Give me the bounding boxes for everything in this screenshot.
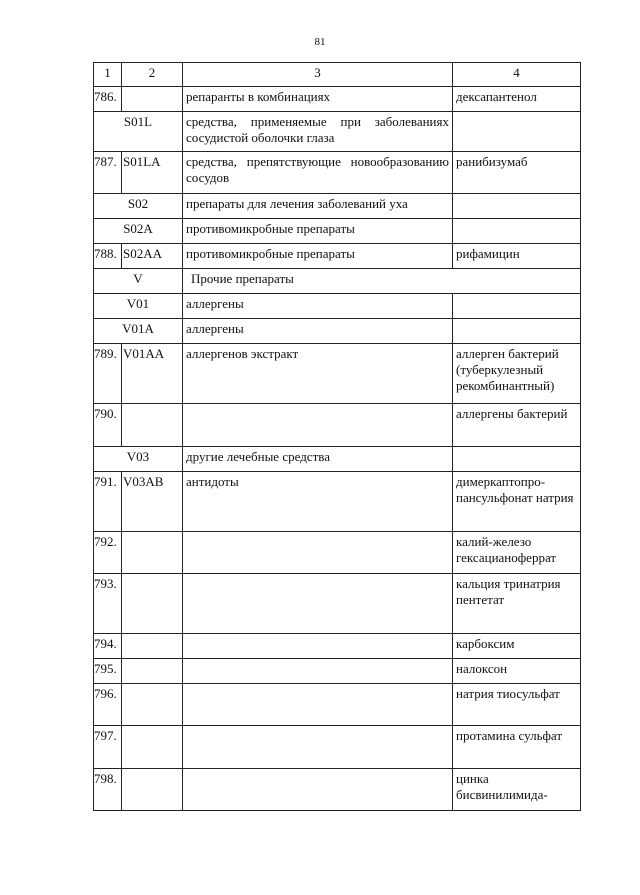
description: Прочие препараты: [183, 269, 581, 294]
atc-code: V01A: [94, 319, 183, 344]
row-number: 796.: [94, 684, 122, 726]
drug-name: карбоксим: [453, 634, 581, 659]
atc-code: S01L: [94, 112, 183, 152]
atc-code: [122, 659, 183, 684]
row-number: 798.: [94, 769, 122, 811]
table-row: [94, 219, 581, 244]
description: противомикробные препараты: [183, 219, 453, 244]
row-number: 787.: [94, 152, 122, 194]
atc-code: [122, 87, 183, 112]
row-number: 792.: [94, 532, 122, 574]
drug-name: цинка бисвинилимида-: [453, 769, 581, 811]
drug-name: ранибизумаб: [453, 152, 581, 194]
description: [183, 574, 453, 634]
row-number: 794.: [94, 634, 122, 659]
header-col-3: 3: [183, 63, 453, 87]
drug-name: рифамицин: [453, 244, 581, 269]
table-row: [94, 532, 581, 574]
drug-name: аллерген бактерий (туберкулезный рекомбинантный): [453, 344, 581, 404]
table-row: [94, 404, 581, 447]
atc-code: V01: [94, 294, 183, 319]
atc-code: S02: [94, 194, 183, 219]
table-row: [94, 87, 581, 112]
header-col-4: 4: [453, 63, 581, 87]
header-col-2: 2: [122, 63, 183, 87]
drug-name: [453, 447, 581, 472]
description: [183, 684, 453, 726]
table-row: [94, 659, 581, 684]
description: [183, 404, 453, 447]
atc-code: V01AA: [122, 344, 183, 404]
description: репаранты в комбинациях: [183, 87, 453, 112]
description: противомикробные препараты: [183, 244, 453, 269]
atc-code: S02A: [94, 219, 183, 244]
row-number: 790.: [94, 404, 122, 447]
drug-name: [453, 194, 581, 219]
atc-code: V: [94, 269, 183, 294]
row-number: 789.: [94, 344, 122, 404]
atc-code: [122, 726, 183, 769]
description: аллергены: [183, 319, 453, 344]
description: [183, 659, 453, 684]
table-row: [94, 574, 581, 634]
table-row: [94, 634, 581, 659]
atc-code: [122, 532, 183, 574]
row-number: 795.: [94, 659, 122, 684]
drug-name: [453, 219, 581, 244]
table-row: [94, 294, 581, 319]
table-row: [94, 726, 581, 769]
table-row: [94, 472, 581, 532]
row-number: 793.: [94, 574, 122, 634]
table-row: [94, 684, 581, 726]
drug-registry-table: [93, 62, 581, 811]
description: [183, 769, 453, 811]
description: другие лечебные средства: [183, 447, 453, 472]
drug-name: [453, 319, 581, 344]
description: антидоты: [183, 472, 453, 532]
description: средства, препятствующие новообразованию сосудов: [183, 152, 453, 194]
drug-name: [453, 294, 581, 319]
drug-name: налоксон: [453, 659, 581, 684]
drug-name: калий-железо гексацианоферрат: [453, 532, 581, 574]
description: аллергены: [183, 294, 453, 319]
table-row: [94, 112, 581, 152]
atc-code: [122, 634, 183, 659]
description: [183, 532, 453, 574]
table-row: [94, 269, 581, 294]
table-row: [94, 319, 581, 344]
atc-code: [122, 684, 183, 726]
table-row: [94, 194, 581, 219]
atc-code: S02AA: [122, 244, 183, 269]
atc-code: [122, 574, 183, 634]
table-row: [94, 769, 581, 811]
table-row: [94, 344, 581, 404]
drug-name: аллергены бактерий: [453, 404, 581, 447]
description: аллергенов экстракт: [183, 344, 453, 404]
row-number: 791.: [94, 472, 122, 532]
atc-code: V03: [94, 447, 183, 472]
page-number: 81: [314, 36, 326, 48]
row-number: 797.: [94, 726, 122, 769]
description: средства, применяемые при заболеваниях сосудистой оболочки глаза: [183, 112, 453, 152]
description: [183, 634, 453, 659]
table-row: [94, 447, 581, 472]
drug-name: натрия тиосульфат: [453, 684, 581, 726]
atc-code: [122, 404, 183, 447]
atc-code: S01LA: [122, 152, 183, 194]
description: препараты для лечения заболеваний уха: [183, 194, 453, 219]
row-number: 786.: [94, 87, 122, 112]
drug-name: дексапантенол: [453, 87, 581, 112]
table-row: [94, 152, 581, 194]
header-row: [94, 63, 581, 87]
drug-name: димеркаптопро-пансульфонат натрия: [453, 472, 581, 532]
header-col-1: 1: [94, 63, 122, 87]
drug-name: [453, 112, 581, 152]
drug-name: кальция тринатрия пентетат: [453, 574, 581, 634]
row-number: 788.: [94, 244, 122, 269]
atc-code: [122, 769, 183, 811]
description: [183, 726, 453, 769]
table-row: [94, 244, 581, 269]
drug-name: протамина сульфат: [453, 726, 581, 769]
atc-code: V03AB: [122, 472, 183, 532]
